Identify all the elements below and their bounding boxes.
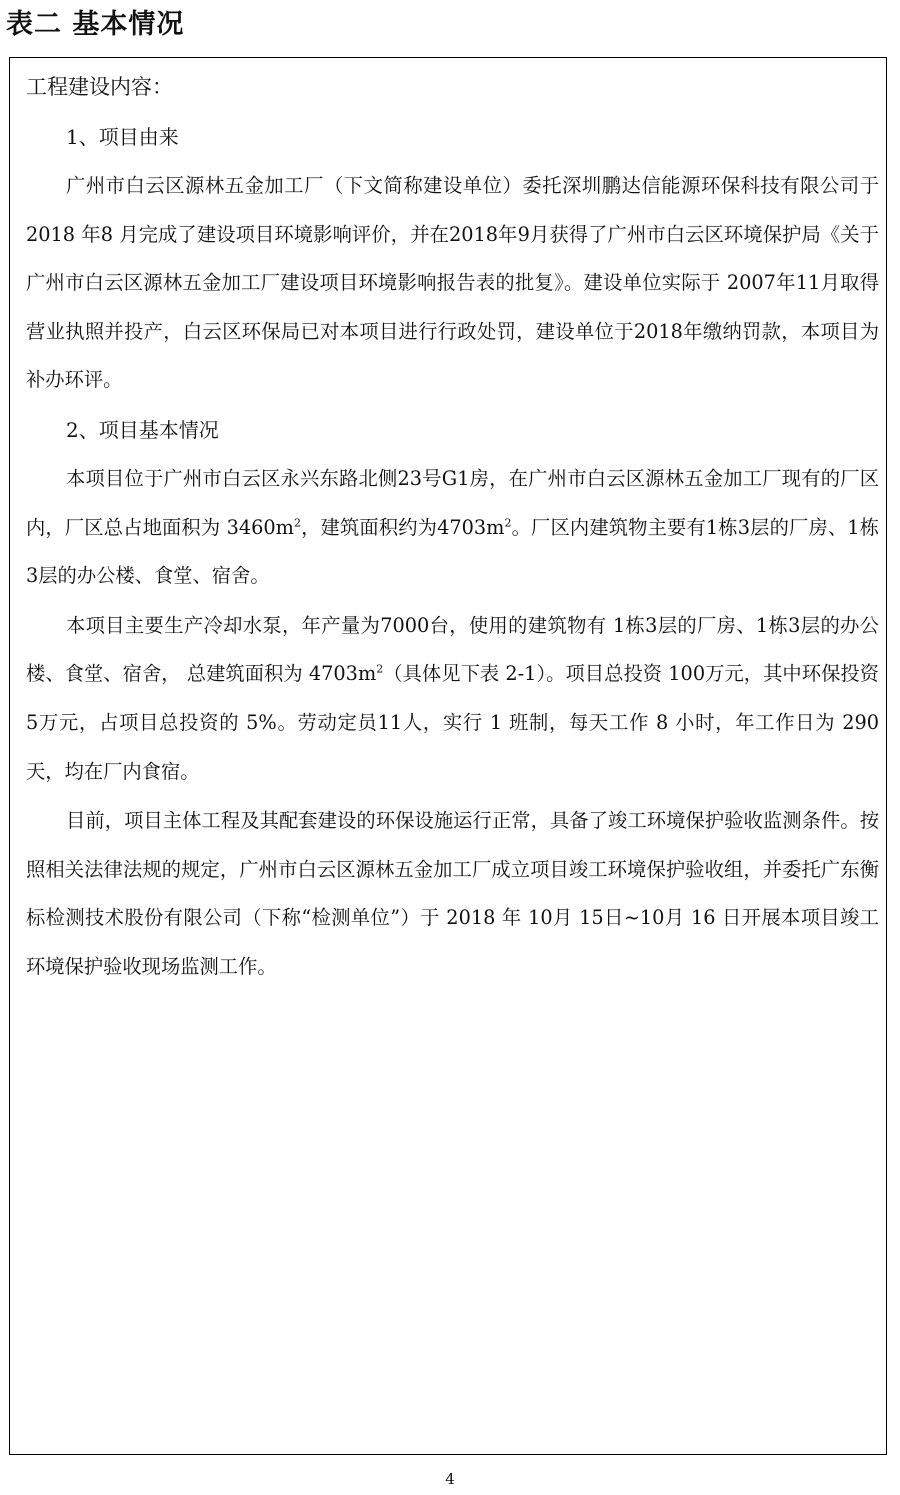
paragraph-location-part3: 。厂区内建筑物主要有1栋3层的厂房、1栋3层的办公楼、食堂、宿舍。 [26,515,879,588]
paragraph-production-part2: （具体见下表 2-1）。项目总投资 100万元，其中环保投资 5万元，占项目总投资的 5%。劳动定员11人，实行 1 班制，每天工作 8 小时，年工作日为 290天，均在厂内食宿。 [26,662,879,783]
subheading-origin: 1、项目由来 [66,125,179,149]
paragraph-location-part2: ，建筑面积约为4703m [300,515,505,539]
superscript-2: 2 [293,516,301,530]
subheading-basic-info: 2、项目基本情况 [66,417,219,442]
section-heading: 工程建设内容： [26,75,173,99]
superscript-2: 2 [504,516,512,530]
paragraph-location [26,455,879,601]
paragraph-production [26,602,879,796]
paragraph-status: 目前，项目主体工程及其配套建设的环保设施运行正常，具备了竣工环境保护验收监测条件。按照相关法律法规的规定，广州市白云区源林五金加工厂成立项目竣工环境保护验收组，并委托广东衡标检测技术股份有限公司（下称“检测单位”）于 2018 年 10月 15日~10月 16 日开展本项目竣工环境保护验收现场监测工作。 [26,809,879,978]
superscript-2: 2 [376,662,384,676]
content-box [9,57,887,1455]
paragraph-location-part1: 本项目位于广州市白云区永兴东路北侧23号G1房，在广州市白云区源林五金加工厂现有的厂区内，厂区总占地面积为 3460m [26,466,879,539]
table-title: 表二 基本情况 [6,9,185,40]
page-number: 4 [445,1470,455,1488]
content-body [26,62,879,992]
paragraph-origin: 广州市白云区源林五金加工厂（下文简称建设单位）委托深圳鹏达信能源环保科技有限公司于 2018 年8 月完成了建设项目环境影响评价，并在2018年9月获得了广州市白云区环境保护局《关于广州市白云区源林五金加工厂建设项目环境影响报告表的批复》。建设单位实际于 2007年11月取得营业执照并投产，白云区环保局已对本项目进行行政处罚，建设单位于2018年缴纳罚款，本项目为补办环评。 [26,174,879,392]
paragraph-production-part1: 本项目主要生产冷却水泵，年产量为7000台，使用的建筑物有 1栋3层的厂房、1栋3层的办公楼、食堂、宿舍， 总建筑面积为 4703m [26,613,879,686]
